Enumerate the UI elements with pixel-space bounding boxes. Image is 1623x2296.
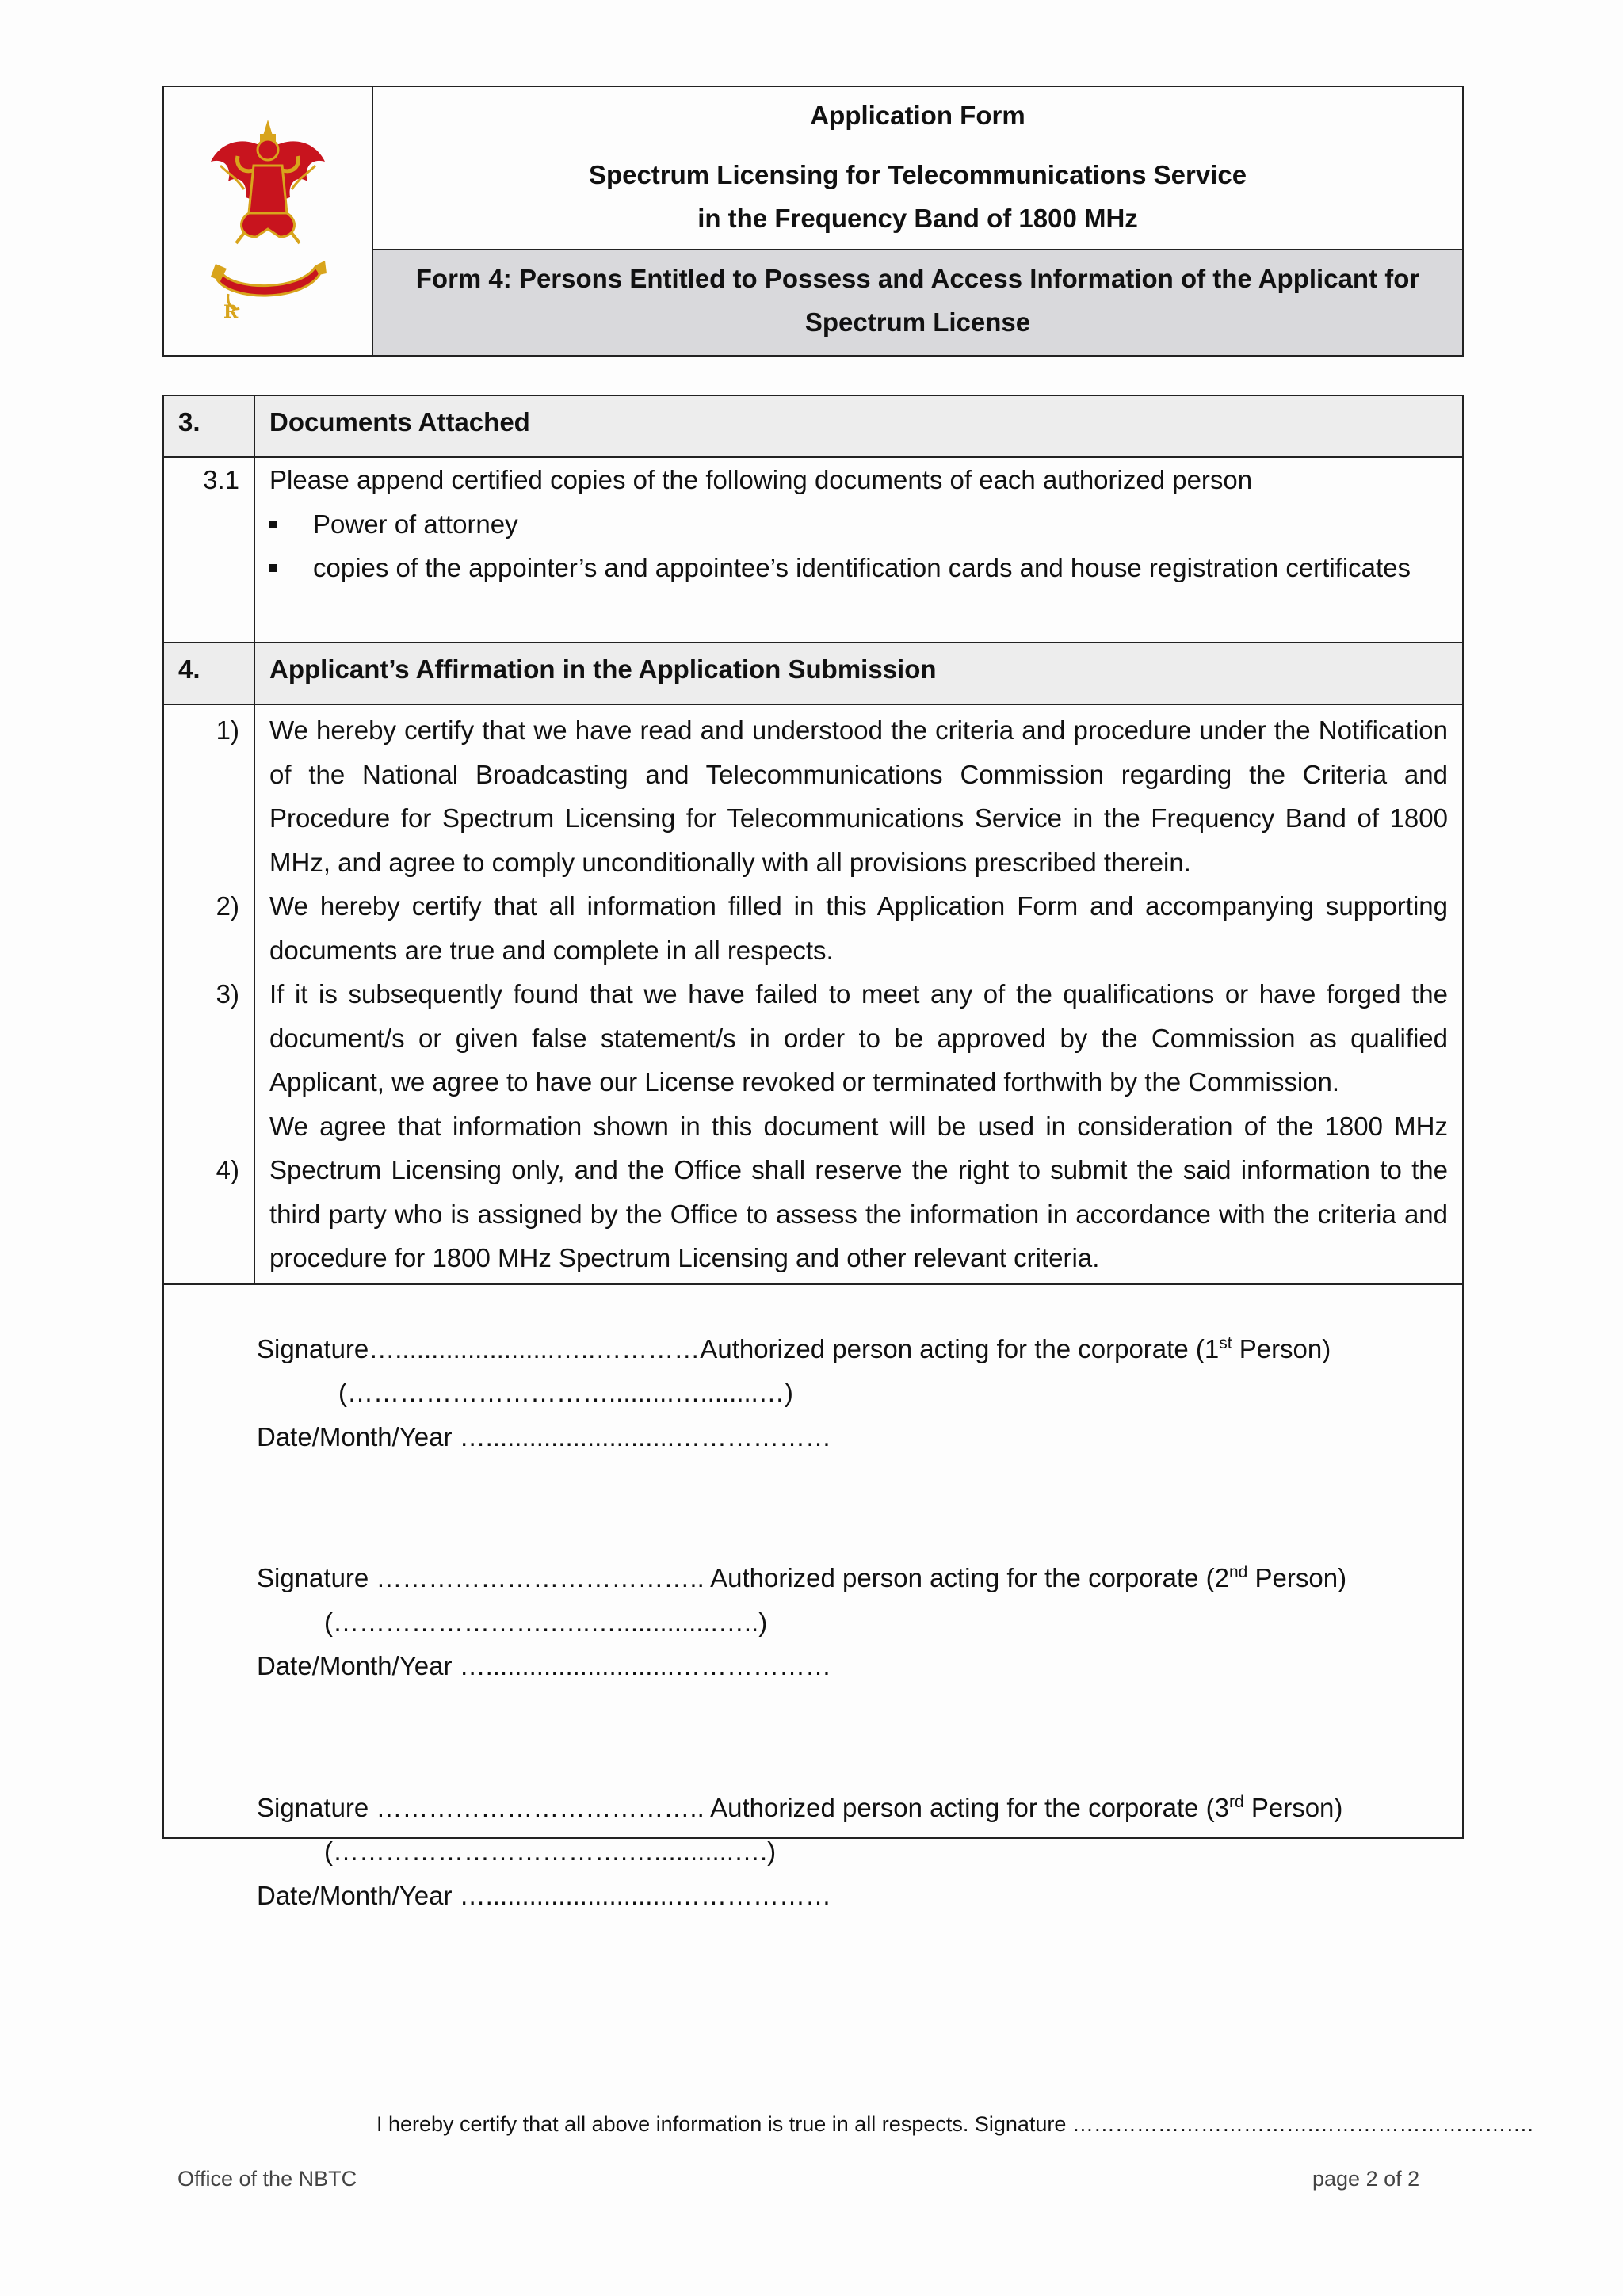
name-line-3[interactable]: (…………………………….…...........….) [324,1836,777,1866]
signature-line-1[interactable]: Signature…......................…..…………Authorized person acting for the corporate (1st Person) [257,1333,1331,1363]
affirmation-item: We agree that information shown in this document will be used in consideration of the 1800 MHz Spectrum Licensing only, and the Office shall reserve the right to submit the said information to the third party who is assigned by the Office to assess the information in accordance with the criteria and procedure for 1800 MHz Spectrum Licensing and other relevant criteria. [269,1111,1448,1272]
footer-office: Office of the NBTC [178,2167,357,2191]
section-3-1-number: 3.1 [164,458,255,642]
affirmation-item: We hereby certify that we have read and understood the criteria and procedure under the Notification of the National Broadcasting and Telecommunications Commission regarding the Criteria and Procedure for Spectrum Licensing for Telecommunications Service in the Frequency Band of 1800 MHz, and agree to comply unconditionally with all provisions prescribed therein. [269,715,1448,877]
section-3-heading-row [164,396,1462,458]
name-line-2[interactable]: (…………………….…..…..............…..) [324,1607,768,1637]
footer-page-number: page 2 of 2 [1312,2167,1420,2191]
form-subtitle-2: in the Frequency Band of 1800 MHz [697,204,1138,233]
signature-line-2[interactable]: Signature ……………………………….. Authorized person acting for the corporate (2nd Person) [257,1563,1347,1592]
form-header [162,86,1464,357]
date-line-3[interactable]: Date/Month/Year …..........................……………… [257,1880,831,1910]
garuda-emblem-icon [204,118,331,324]
bullet-icon [269,521,277,528]
name-line-1[interactable]: (………………………….........…........…) [338,1378,793,1407]
emblem-cell [164,87,373,355]
section-4-items-row [164,705,1462,1285]
bullet-text: Power of attorney [313,509,518,539]
bullet-icon [269,564,277,572]
form-body-table [162,395,1464,1910]
section-4-heading-row [164,643,1462,705]
affirmation-item: If it is subsequently found that we have failed to meet any of the qualifications or have forged the document/s or given false statement/s in order to be approved by the Commission as qualified Applicant, we agree to have our License revoked or terminated forthwith by the Commission. [269,979,1448,1097]
form-title: Application Form [810,101,1025,130]
item-number: 3) [216,979,239,1009]
item-number: 4) [216,1155,239,1184]
section-3-1-intro: Please append certified copies of the following documents of each authorized person [269,465,1253,494]
affirmation-item: We hereby certify that all information filled in this Application Form and accompanying supporting documents are true and complete in all respects. [269,891,1448,965]
section-3-1-row [164,458,1462,643]
certify-signature-line[interactable]: I hereby certify that all above information is true in all respects. Signature …………………………….…………………………. [376,2112,1533,2136]
section-4-number: 4. [164,643,255,704]
signature-row [164,1285,1462,1910]
svg-text:R: R [223,302,239,322]
item-number: 2) [216,891,239,921]
section-3-heading: Documents Attached [269,407,530,437]
form-number-line-2: Spectrum License [804,307,1031,337]
bullet-text: copies of the appointer’s and appointee’s identification cards and house registration certificates [313,553,1411,582]
date-line-1[interactable]: Date/Month/Year …..........................……………… [257,1421,831,1451]
form-number-line-1: Form 4: Persons Entitled to Possess and Access Information of the Applicant for [415,264,1420,293]
section-4-heading: Applicant’s Affirmation in the Application Submission [269,654,937,684]
signature-block [164,1285,1347,1910]
form-title-block [373,87,1462,250]
signature-line-3[interactable]: Signature ……………………………….. Authorized person acting for the corporate (3rd Person) [257,1792,1343,1822]
section-3-number: 3. [164,396,255,456]
item-number: 1) [216,715,239,745]
form-subtitle-1: Spectrum Licensing for Telecommunications Service [588,160,1247,189]
date-line-2[interactable]: Date/Month/Year …..........................……………… [257,1651,831,1680]
form-number-band [373,250,1462,355]
list-item [269,502,1448,547]
list-item [269,546,1448,590]
